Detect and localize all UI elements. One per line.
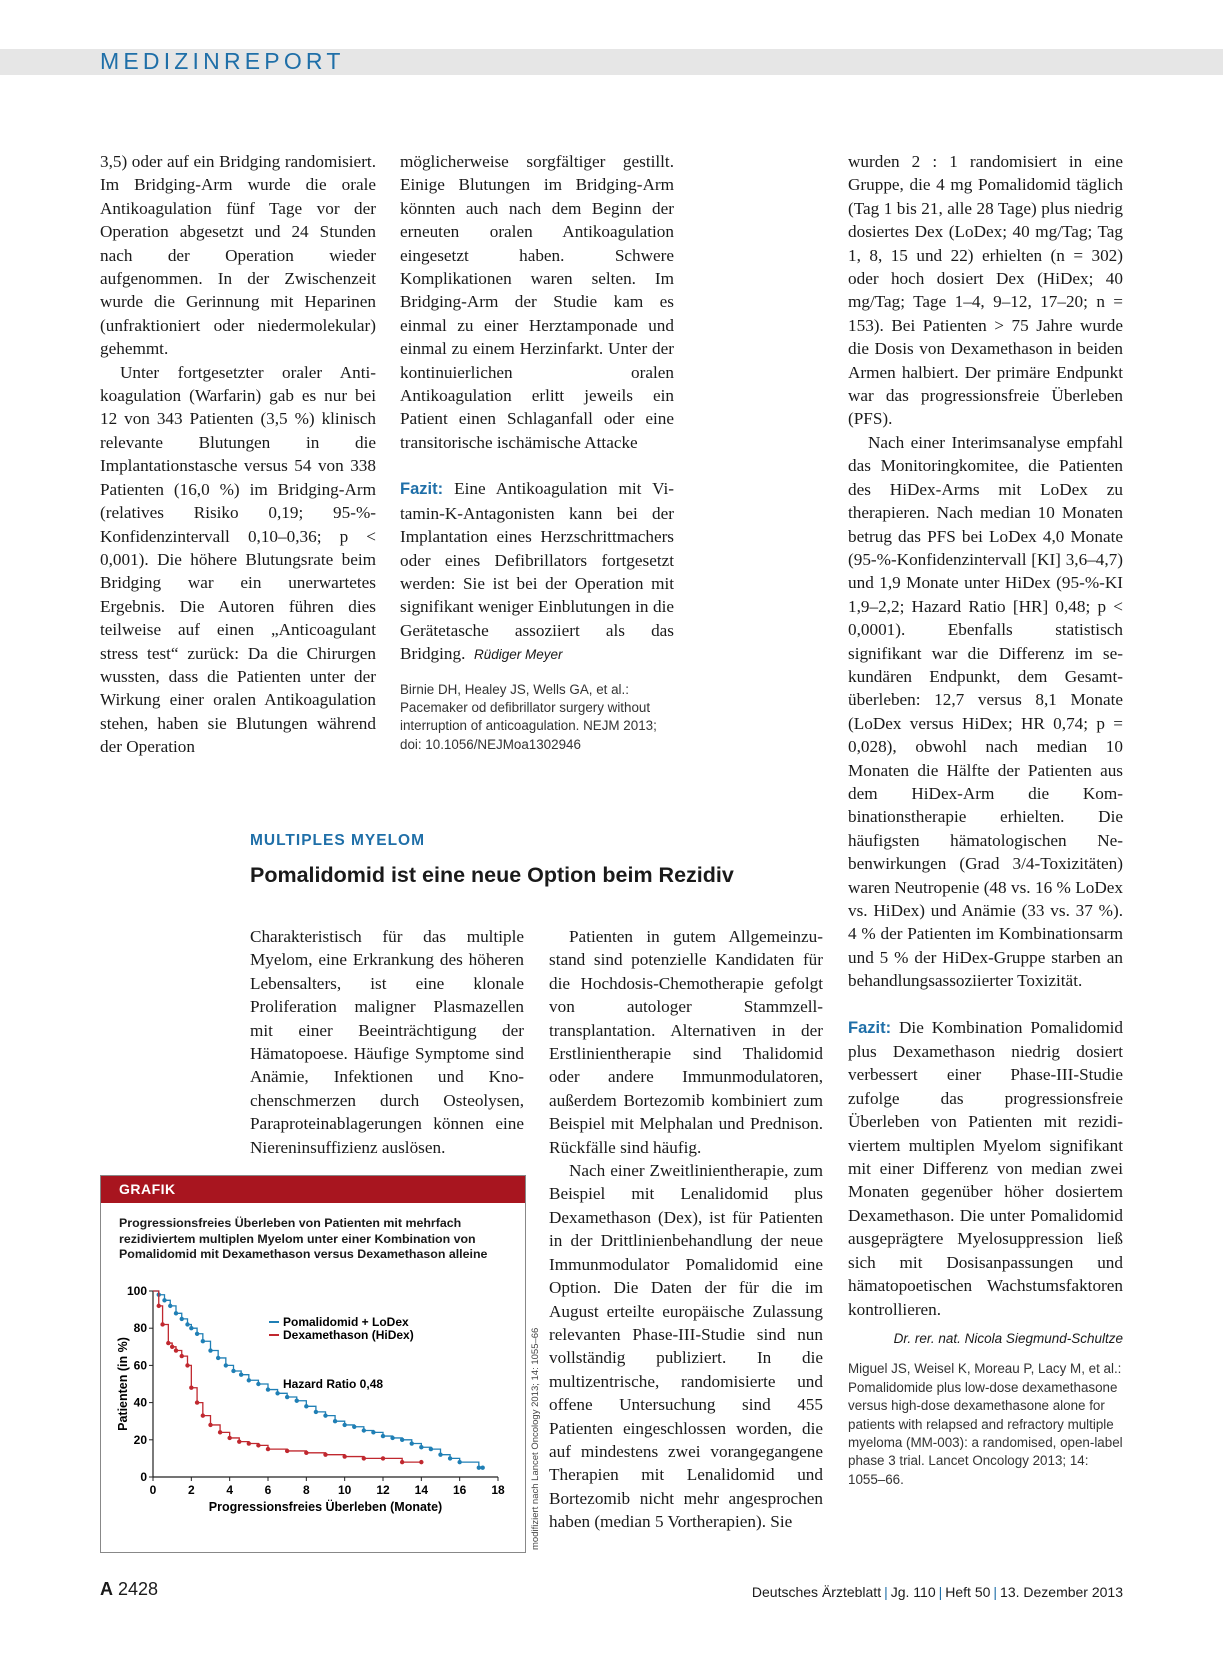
series-1-censor-mark (362, 1428, 366, 1432)
x-tick-label: 4 (226, 1483, 234, 1497)
grafik-label: GRAFIK (119, 1181, 176, 1197)
series-1-censor-mark (342, 1423, 346, 1427)
series-2-censor-mark (227, 1436, 231, 1440)
series-2-censor-mark (208, 1423, 212, 1427)
x-tick-label: 12 (376, 1483, 390, 1497)
series-1-censor-mark (195, 1332, 199, 1336)
y-tick-label: 0 (140, 1470, 147, 1484)
chart-annotation: Hazard Ratio 0,48 (283, 1377, 384, 1391)
series-1-censor-mark (216, 1356, 220, 1360)
x-tick-label: 0 (149, 1483, 157, 1497)
x-tick-label: 16 (452, 1483, 467, 1497)
series-1-censor-mark (314, 1410, 318, 1414)
y-axis-label: Patienten (in %) (116, 1337, 130, 1431)
separator: | (993, 1584, 998, 1600)
page-prefix: A (100, 1579, 113, 1599)
y-tick-label: 20 (133, 1432, 147, 1447)
x-tick-label: 2 (187, 1483, 195, 1497)
fazit-label: Fazit: (400, 480, 444, 499)
fazit-paragraph (400, 477, 674, 666)
paragraph: wurden 2 : 1 randomisiert in eine Gruppe, die 4 mg Pomalidomid täglich (Tag 1 bis 21, alle 28 Tage) plus niedrig dosiertes Dex (LoDex; 40 mg/Tag; Tag 1, 8, 15 und 22) erhielten (n = 302) oder hoch dosiert Dex (HiDex; 40 mg/Tag; Tage 1–4, 9–12, 17–20; n = 153). Bei Patienten > 75 Jahre wurde die Dosis von Dexamethason in beiden Armen halbiert. Der primäre Endpunkt war das progressionsfreie Überleben (PFS). (848, 152, 1123, 429)
series-1-censor-mark (168, 1304, 172, 1308)
journal-date: 13. Dezember 2013 (1000, 1584, 1123, 1600)
page-number-value: 2428 (118, 1579, 159, 1599)
series-2-censor-mark (304, 1451, 308, 1455)
series-1-censor-mark (256, 1382, 260, 1386)
series-1-censor-mark (457, 1460, 461, 1464)
journal-name: Deutsches Ärzteblatt (751, 1584, 882, 1600)
article-kicker: MULTIPLES MYELOM (250, 832, 426, 849)
fazit-label: Fazit: (848, 1018, 892, 1037)
series-2-censor-mark (166, 1341, 170, 1345)
series-1-censor-mark (400, 1438, 404, 1442)
legend-label: Pomalidomid + LoDex (283, 1315, 409, 1329)
series-1-censor-mark (285, 1395, 289, 1399)
fazit-text: Die Kombination Pomalidomid plus Dexamethason niedrig dosiert verbessert einer Phase-III-Studie zufolge das progressionsfreie Überleben von Patienten mit rezidiviertem multiplen Myelom signifikant mit einer Differenz von median zwei Monaten gegenüber höher dosiertem Dexamethason. Die unter Pomalidomid ausgeprägtere Myelosuppression ließ sich mit Dosisanpassungen und hämatopoetischen Wachstumsfaktoren kontrollieren. (848, 1017, 1123, 1319)
series-1-censor-mark (390, 1436, 394, 1440)
y-tick-label: 100 (126, 1284, 147, 1298)
series-1-censor-mark (180, 1317, 184, 1321)
series-1-censor-mark (201, 1339, 205, 1343)
paragraph: Charakteristisch für das multiple Myelom, eine Erkrankung des höheren Lebensalters, ist eine klonale Proliferation maligner Plasmazellen mit einer Beeinträchtigung der Hämatopoese. Häufige Symptome sind Anämie, Infektionen und Knochenschmerzen durch Osteolysen, Paraproteinablagerungen können eine Niereninsuffizienz auslösen. (250, 927, 524, 1157)
separator: | (884, 1584, 888, 1600)
article-headline: Pomalidomid ist eine neue Option beim Rezidiv (250, 863, 734, 887)
column-1 (100, 150, 376, 759)
series-1-censor-mark (295, 1399, 299, 1403)
y-tick-label: 80 (133, 1321, 147, 1336)
series-2-censor-mark (201, 1413, 205, 1417)
x-tick-label: 8 (302, 1483, 310, 1497)
separator: | (938, 1584, 943, 1600)
paragraph: Nach einer Interimsanalyse empfahl das Monitoringkomitee, die Patienten des HiDex-Arms mit LoDex zu therapieren. Nach median 10 Monaten betrug das PFS bei LoDex 4,0 Monate (95-%-Konfidenzintervall [KI] 3,6–4,7) und 1,9 Monate unter HiDex (95-%-KI 1,9–2,2; Hazard Ratio [HR] 0,48; p < 0,0001). Ebenfalls statistisch signifikant war die Differenz im sekundären Endpunkt, dem Gesamtüberleben: 12,7 versus 8,1 Monate (LoDex versus HiDex; HR 0,74; p = 0,028), obwohl nach median 10 Monaten die Hälfte der Patienten aus dem HiDex-Arm die Kombinationstherapie erhielten. Die häufigsten hämatologischen Nebenwirkungen (Grad 3/4-Toxizitäten) waren Neutropenie (48 vs. 16 % LoDex vs. HiDex) und Anämie (33 vs. 37 %). 4 % der Patienten im Kombinationsarm und 5 % der HiDex-Gruppe starben an behandlungsassoziierter Toxizität. (848, 432, 1123, 991)
column-2 (400, 150, 674, 754)
section-title: MEDIZINREPORT (100, 48, 345, 74)
journal-volume: Jg. 110 (890, 1584, 936, 1600)
journal-info (752, 1584, 1123, 1600)
series-1-censor-mark (477, 1466, 481, 1470)
series-1-censor-mark (275, 1391, 279, 1395)
paragraph: Unter fortgesetzter oraler Antikoagulation (Warfarin) gab es nur bei 12 von 343 Patienten (3,5 %) klinisch relevante Blutungen in die Implantationstasche versus 54 von 338 Patienten (16,0 %) im Bridging-Arm (relatives Risiko 0,19; 95-%-Konfidenzintervall 0,10–0,36; p < 0,001). Die höhere Blutungsrate beim Bridging war ein unerwartetes Ergebnis. Die Autoren führen dies teilweise auf einen „Anticoagulant stress test“ zurück: Da die Chirurgen wussten, dass die Patienten unter der Wirkung einer oralen Antikoagulation stehen, haben sie Blutungen während der Operation (100, 362, 376, 757)
series-1-censor-mark (323, 1413, 327, 1417)
series-1-censor-mark (381, 1434, 385, 1438)
chart-title: Progressionsfreies Überleben von Patienten mit mehrfach rezidiviertem multiplen Myelom unter einer Kombination von Pomalidomid mit Dexamethason versus Dexamethason alleine (119, 1216, 488, 1261)
fazit-text: Eine Antikoagulation mit Vitamin-K-Antagonisten kann bei der Implantation eines Herzschrittmachers oder eines Defibrillators fortgesetzt werden: Sie ist bei der Operation mit signifikant weniger Einblutungen in die Gerätetasche assoziiert als das Bridging. (400, 479, 674, 664)
series-1-censor-mark (247, 1378, 251, 1382)
series-2-censor-mark (189, 1386, 193, 1390)
y-tick-label: 60 (133, 1358, 147, 1373)
series-1-censor-mark (185, 1322, 189, 1326)
series-1-censor-mark (352, 1425, 356, 1429)
article-intro-column (250, 925, 524, 1159)
series-2-censor-mark (160, 1322, 164, 1326)
series-2-censor-mark (419, 1460, 423, 1464)
series-2-censor-mark (174, 1348, 178, 1352)
series-2-censor-mark (237, 1439, 241, 1443)
series-2-censor-mark (400, 1460, 404, 1464)
column-3 (848, 150, 1123, 1489)
legend-label: Dexamethason (HiDex) (283, 1328, 414, 1342)
series-2-censor-mark (170, 1345, 174, 1349)
series-1-censor-mark (448, 1456, 452, 1460)
series-2-censor-mark (362, 1456, 366, 1460)
series-2-censor-mark (218, 1430, 222, 1434)
x-tick-label: 18 (491, 1483, 505, 1497)
author-name: Dr. rer. nat. Nicola Siegmund-Schultze (893, 1330, 1123, 1346)
series-1-censor-mark (239, 1373, 243, 1377)
series-2-censor-mark (323, 1452, 327, 1456)
series-1-censor-mark (231, 1369, 235, 1373)
series-2-censor-mark (266, 1447, 270, 1451)
y-tick-label: 40 (133, 1395, 147, 1410)
x-tick-label: 10 (337, 1483, 352, 1497)
series-1-censor-mark (189, 1326, 193, 1330)
series-2-censor-mark (247, 1441, 251, 1445)
fazit-paragraph (848, 1016, 1123, 1351)
series-2-censor-mark (342, 1454, 346, 1458)
series-2-censor-mark (285, 1449, 289, 1453)
series-1-censor-mark (224, 1363, 228, 1367)
grafik-box (100, 1175, 526, 1553)
series-1-censor-mark (410, 1441, 414, 1445)
paragraph: Nach einer Zweitlinientherapie, zum Beispiel mit Lenalidomid plus Dexamethason (Dex), ist für Patienten in der Drittlinienbehandlung der neue Immunmodulator Pomalidomid eine Option. Die Daten der für die im August erteilte europäische Zulassung relevanten Phase-III-Studie sind nun vollständig publiziert. In die multizentrische, randomisierte und offene Untersuchung sind 455 Patienten eingeschlossen worden, die auf mindestens zwei vorangegangene Therapien mit Lenalidomid und Bortezomib nicht mehr angesprochen haben (median 5 Vortherapien). Sie (549, 1161, 823, 1532)
series-1-censor-mark (429, 1447, 433, 1451)
series-1-censor-mark (371, 1430, 375, 1434)
series-2-censor-mark (180, 1354, 184, 1358)
paragraph: Patienten in gutem Allgemeinzustand sind potenzielle Kandidaten für die Hochdosis-Chemotherapie gefolgt von autologer Stammzelltransplantation. Alternativen in der Erstlinientherapie sind Thalidomid oder andere Immunmodulatoren, außerdem Bortezomib kombiniert zum Beispiel mit Melphalan und Prednison. Rückfälle sind häufig. (549, 927, 823, 1157)
series-1-censor-mark (419, 1445, 423, 1449)
reference: Birnie DH, Healey JS, Wells GA, et al.: Pacemaker od defibrillator surgery without interruption of anticoagulation. NEJM 2013; doi: 10.1056/NEJMoa1302946 (400, 681, 657, 752)
series-2-censor-mark (256, 1443, 260, 1447)
km-chart (101, 1176, 525, 1552)
series-1-censor-mark (304, 1404, 308, 1408)
series-2-censor-mark (381, 1456, 385, 1460)
x-tick-label: 6 (264, 1483, 272, 1497)
series-2-censor-mark (185, 1363, 189, 1367)
series-1-censor-mark (266, 1387, 270, 1391)
series-1-censor-mark (162, 1298, 166, 1302)
series-2-censor-mark (157, 1304, 161, 1308)
journal-issue: Heft 50 (945, 1584, 991, 1600)
author-name: Rüdiger Meyer (474, 647, 563, 663)
article-column-2 (549, 925, 823, 1534)
chart-credit: modifiziert nach Lancet Oncology 2013; 14: 1055–66 (530, 1327, 541, 1550)
reference: Miguel JS, Weisel K, Moreau P, Lacy M, et al.: Pomalidomide plus low-dose dexamethasone versus high-dose dexamethasone alone for patients with relapsed and refractory multiple myeloma (MM-003): a randomised, open-label phase 3 trial. Lancet Oncology 2013; 14: 1055–66. (848, 1361, 1123, 1487)
series-2-censor-mark (195, 1400, 199, 1404)
paragraph: 3,5) oder auf ein Bridging randomisiert. Im Bridging-Arm wurde die orale Antikoagulation fünf Tage vor der Operation abgesetzt und 24 Stunden nach der Operation wieder aufgenommen. In der Zwischenzeit wurde die Gerinnung mit Heparinen (unfraktioniert oder niedermolekular) gehemmt. (100, 152, 376, 359)
page-number (100, 1579, 158, 1600)
paragraph: möglicherweise sorgfältiger gestillt. Einige Blutungen im Bridging-Arm könnten auch nach dem Beginn der erneuten oralen Antikoagulation eingesetzt haben. Schwere Komplikationen waren selten. Im Bridging-Arm der Studie kam es einmal zu einer Herztamponade und einmal zu einem Herzinfarkt. Unter der kontinuierlichen oralen Antikoagulation erlitt jeweils ein Patient einen Schlaganfall oder eine transitorische ischämische Attacke (400, 152, 674, 452)
series-1-censor-mark (333, 1419, 337, 1423)
x-tick-label: 14 (414, 1483, 429, 1497)
series-1-censor-mark (438, 1452, 442, 1456)
series-1-censor-mark (174, 1311, 178, 1315)
x-axis-label: Progressionsfreies Überleben (Monate) (208, 1500, 443, 1514)
series-1-censor-mark (208, 1348, 212, 1352)
series-1-censor-mark (480, 1466, 484, 1470)
